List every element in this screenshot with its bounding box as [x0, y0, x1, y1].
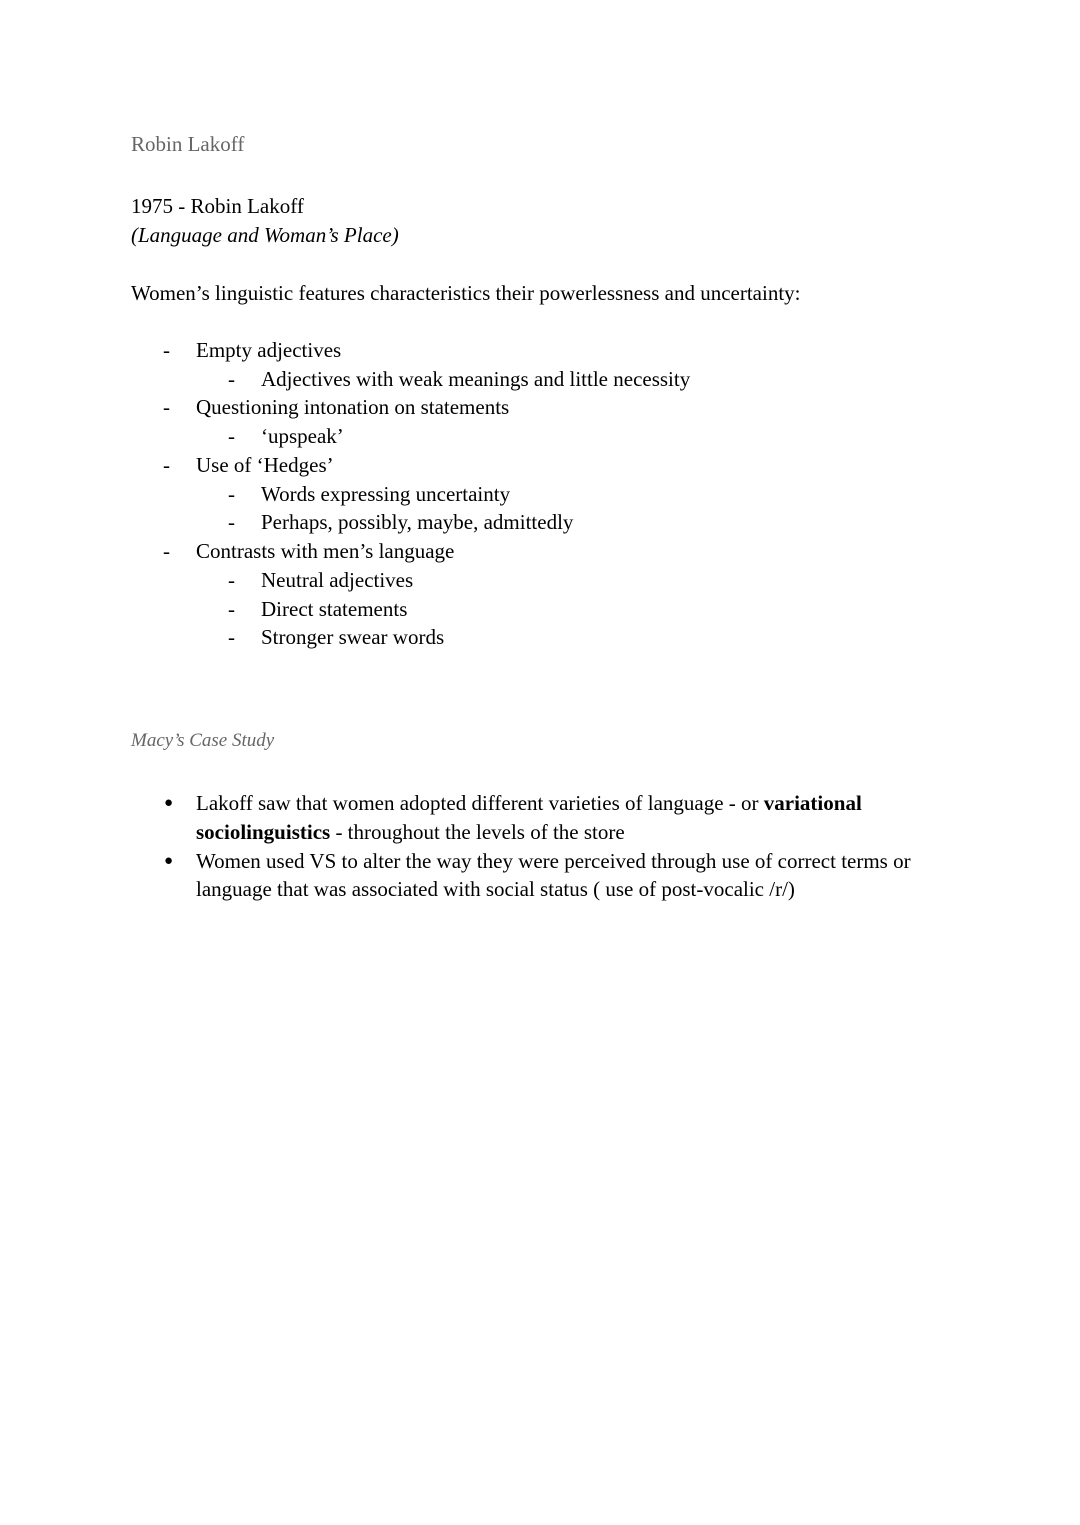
list-item: Questioning intonation on statements	[196, 395, 510, 419]
sub-list-item: Perhaps, possibly, maybe, admittedly	[261, 510, 574, 534]
sub-list-item: Direct statements	[261, 597, 408, 621]
dash-marker: -	[228, 482, 235, 506]
dash-marker: -	[228, 597, 235, 621]
case-study-title: Macy’s Case Study	[131, 730, 275, 751]
sub-list-item: ‘upspeak’	[261, 424, 344, 448]
book-title: (Language and Woman’s Place)	[131, 223, 399, 247]
dash-marker: -	[228, 568, 235, 592]
dash-marker: -	[228, 424, 235, 448]
intro-paragraph: Women’s linguistic features characteristics their powerlessness and uncertainty:	[131, 281, 801, 305]
case-bullet-1-line-1: Lakoff saw that women adopted different varieties of language - or variational	[196, 791, 862, 815]
dash-marker: -	[163, 453, 170, 477]
dash-marker: -	[228, 510, 235, 534]
sub-list-item: Adjectives with weak meanings and little necessity	[261, 367, 691, 391]
list-item: Empty adjectives	[196, 338, 342, 362]
dash-marker: -	[163, 338, 170, 362]
case-bullet-1-line-2: sociolinguistics - throughout the levels of the store	[196, 820, 625, 844]
document-title: Robin Lakoff	[131, 132, 245, 156]
year-author-line: 1975 - Robin Lakoff	[131, 194, 304, 218]
dash-marker: -	[228, 625, 235, 649]
sub-list-item: Words expressing uncertainty	[261, 482, 511, 506]
bullet-marker: ●	[164, 853, 174, 869]
sub-list-item: Stronger swear words	[261, 625, 445, 649]
list-item: Use of ‘Hedges’	[196, 453, 334, 477]
bullet-marker: ●	[164, 795, 174, 811]
dash-marker: -	[163, 539, 170, 563]
sub-list-item: Neutral adjectives	[261, 568, 414, 592]
dash-marker: -	[228, 367, 235, 391]
case-bullet-2-line-1: Women used VS to alter the way they were perceived through use of correct terms or	[196, 849, 911, 873]
list-item: Contrasts with men’s language	[196, 539, 455, 563]
dash-marker: -	[163, 395, 170, 419]
case-bullet-2-line-2: language that was associated with social status ( use of post-vocalic /r/)	[196, 877, 795, 901]
